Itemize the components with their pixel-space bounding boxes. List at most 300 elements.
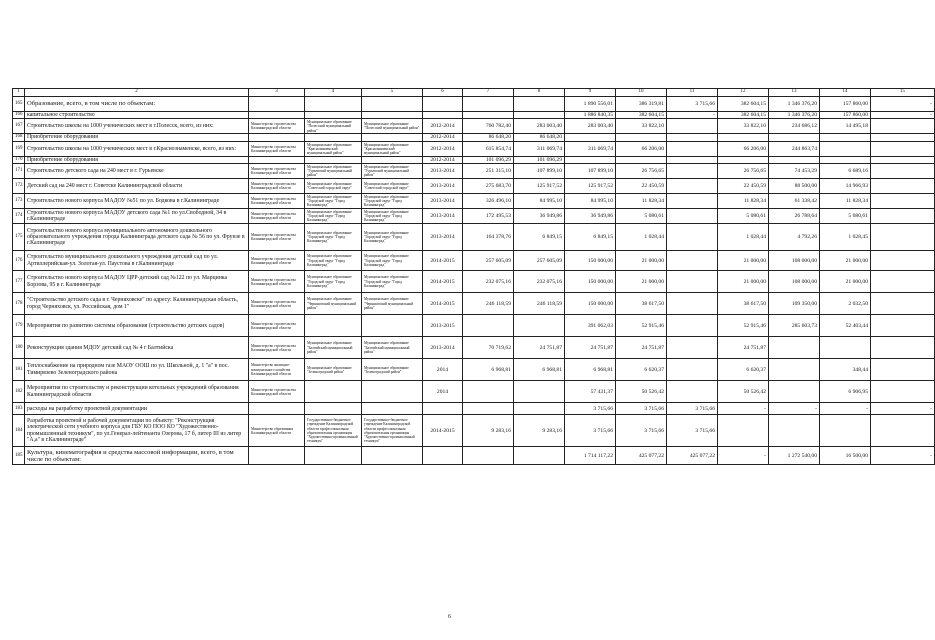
row-number-cell: 173 xyxy=(13,194,25,209)
federal-funds-cell: 1 346 376,20 xyxy=(769,97,820,112)
row-number-cell: 179 xyxy=(13,315,25,337)
customer-cell xyxy=(305,315,362,337)
table-row xyxy=(13,97,935,112)
regional-budget-cell: 3 715,66 xyxy=(616,415,667,447)
remaining-cost-cell xyxy=(514,403,565,415)
federal-funds-cell xyxy=(769,359,820,381)
total-financing-cell: 150 000,00 xyxy=(565,251,616,271)
executor-cell xyxy=(249,156,305,163)
executor-cell: Министерство строительства Калининградской области xyxy=(249,337,305,359)
remaining-cost-cell xyxy=(514,97,565,112)
regional-funds-cell: 22 450,59 xyxy=(718,179,769,194)
local-budget-cell: 157 860,00 xyxy=(820,97,871,112)
table-row xyxy=(13,179,935,194)
row-number-cell: 171 xyxy=(13,164,25,179)
other-sources-cell xyxy=(871,251,935,271)
executor-cell: Министерство строительства Калининградской области xyxy=(249,141,305,156)
column-number: 1 xyxy=(13,89,25,97)
column-number: 8 xyxy=(514,89,565,97)
customer-cell: Государственное бюджетное учреждение Калининградской области профессиональная образовательная организация "Художественно-промышленный техникум" xyxy=(305,415,362,447)
total-financing-cell: 84 995,10 xyxy=(565,194,616,209)
regional-funds-cell: - xyxy=(718,447,769,465)
recipient-cell xyxy=(362,97,423,112)
customer-cell: Муниципальное образование "Полесский муниципальный район" xyxy=(305,119,362,134)
other-sources-cell xyxy=(871,179,935,194)
customer-cell xyxy=(305,447,362,465)
remaining-cost-cell: 283 003,40 xyxy=(514,119,565,134)
row-name-cell: расходы на разработку проектной документации xyxy=(25,403,249,415)
regional-funds-cell: 66 206,00 xyxy=(718,141,769,156)
recipient-cell xyxy=(362,134,423,141)
remaining-cost-cell: 257 605,09 xyxy=(514,251,565,271)
column-number: 14 xyxy=(820,89,871,97)
row-name-cell: Культура, кинематография и средства массовой информации, всего, в том числе по объектам: xyxy=(25,447,249,465)
federal-funds-cell: 4 792,26 xyxy=(769,224,820,251)
federal-funds-cell: 1 272 540,00 xyxy=(769,447,820,465)
row-number-cell: 181 xyxy=(13,359,25,381)
federal-budget-cell xyxy=(667,164,718,179)
other-sources-cell: - xyxy=(871,112,935,119)
federal-funds-cell: 109 350,00 xyxy=(769,293,820,315)
recipient-cell: Муниципальное образование "Городской округ "Город Калининград" xyxy=(362,224,423,251)
row-number-cell: 170 xyxy=(13,156,25,163)
executor-cell: Министерство строительства Калининградской области xyxy=(249,224,305,251)
local-budget-cell xyxy=(820,337,871,359)
estimated-cost-cell: 70 719,62 xyxy=(463,337,514,359)
total-financing-cell: 107 899,10 xyxy=(565,164,616,179)
other-sources-cell xyxy=(871,315,935,337)
total-financing-cell: 1 886 840,35 xyxy=(565,112,616,119)
row-number-cell: 178 xyxy=(13,293,25,315)
regional-budget-cell: 425 077,22 xyxy=(616,447,667,465)
regional-budget-cell: 386 319,81 xyxy=(616,97,667,112)
total-financing-cell: 36 949,86 xyxy=(565,209,616,224)
table-row xyxy=(13,141,935,156)
federal-budget-cell xyxy=(667,141,718,156)
federal-funds-cell xyxy=(769,337,820,359)
federal-funds-cell xyxy=(769,156,820,163)
regional-funds-cell: 382 604,15 xyxy=(718,97,769,112)
row-name-cell: Теплоснабжение на природном газе МАОУ ООШ по ул. Школьной, д. 1 "а" в пос. Тимирязево Зеленоградского района xyxy=(25,359,249,381)
period-cell: 2012-2014 xyxy=(423,156,463,163)
regional-budget-cell xyxy=(616,134,667,141)
other-sources-cell xyxy=(871,359,935,381)
executor-cell xyxy=(249,447,305,465)
executor-cell: Министерство строительства Калининградской области xyxy=(249,119,305,134)
period-cell xyxy=(423,97,463,112)
row-name-cell: "Строительство детского сада в г. Черняховске" по адресу: Калининградская область, город Черняховск, ул. Российская, дом 1" xyxy=(25,293,249,315)
federal-budget-cell: - xyxy=(667,112,718,119)
federal-funds-cell: 108 000,00 xyxy=(769,271,820,293)
recipient-cell: Государственное бюджетное учреждение Калининградской области профессиональная образовательная организация "Художественно-промышленный техникум" xyxy=(362,415,423,447)
federal-budget-cell: 3 715,66 xyxy=(667,415,718,447)
column-number: 11 xyxy=(667,89,718,97)
row-name-cell: Мероприятия по строительству и реконструкции котельных учреждений образования Калининградской области xyxy=(25,381,249,403)
executor-cell xyxy=(249,403,305,415)
table-row xyxy=(13,337,935,359)
regional-funds-cell: 24 751,87 xyxy=(718,337,769,359)
estimated-cost-cell: 164 378,76 xyxy=(463,224,514,251)
local-budget-cell xyxy=(820,415,871,447)
period-cell: 2012-2014 xyxy=(423,134,463,141)
table-row xyxy=(13,359,935,381)
regional-budget-cell: 3 715,66 xyxy=(616,403,667,415)
table-row xyxy=(13,224,935,251)
remaining-cost-cell: 24 751,87 xyxy=(514,337,565,359)
local-budget-cell: 6 689,16 xyxy=(820,164,871,179)
table-row xyxy=(13,381,935,403)
remaining-cost-cell xyxy=(514,315,565,337)
row-name-cell: Строительство школы на 1000 ученических мест в г.Полесск, всего, из них: xyxy=(25,119,249,134)
period-cell: 2014 xyxy=(423,359,463,381)
regional-funds-cell: 52 915,46 xyxy=(718,315,769,337)
regional-budget-cell: 382 604,15 xyxy=(616,112,667,119)
estimated-cost-cell: 9 283,16 xyxy=(463,415,514,447)
regional-budget-cell: 50 526,42 xyxy=(616,381,667,403)
estimated-cost-cell: 232 075,16 xyxy=(463,271,514,293)
remaining-cost-cell: 101 096,29 xyxy=(514,156,565,163)
local-budget-cell: 14 495,18 xyxy=(820,119,871,134)
total-financing-cell: 24 751,87 xyxy=(565,337,616,359)
estimated-cost-cell: 251 315,10 xyxy=(463,164,514,179)
total-financing-cell: 150 000,00 xyxy=(565,293,616,315)
total-financing-cell: 6 849,15 xyxy=(565,224,616,251)
regional-budget-cell: 52 915,46 xyxy=(616,315,667,337)
federal-budget-cell xyxy=(667,271,718,293)
remaining-cost-cell: 246 118,59 xyxy=(514,293,565,315)
federal-funds-cell: - xyxy=(769,403,820,415)
recipient-cell: Муниципальное образование "Гурьевский муниципальный район" xyxy=(362,164,423,179)
row-name-cell: Детский сад на 240 мест г. Советске Калининградской области xyxy=(25,179,249,194)
remaining-cost-cell: 9 283,16 xyxy=(514,415,565,447)
recipient-cell xyxy=(362,447,423,465)
federal-budget-cell xyxy=(667,381,718,403)
executor-cell xyxy=(249,97,305,112)
row-name-cell: Мероприятия по развитию системы образования (строительство детских садов) xyxy=(25,315,249,337)
row-number-cell: 165 xyxy=(13,97,25,112)
row-name-cell: Приобретение оборудования xyxy=(25,134,249,141)
column-number: 10 xyxy=(616,89,667,97)
recipient-cell xyxy=(362,403,423,415)
other-sources-cell xyxy=(871,194,935,209)
regional-funds-cell xyxy=(718,134,769,141)
period-cell: 2013-2014 xyxy=(423,179,463,194)
regional-funds-cell: 50 526,42 xyxy=(718,381,769,403)
table-row xyxy=(13,112,935,119)
total-financing-cell xyxy=(565,156,616,163)
executor-cell: Министерство строительства Калининградской области xyxy=(249,164,305,179)
period-cell: 2013-2014 xyxy=(423,209,463,224)
customer-cell: Муниципальное образование "Советский городской округ" xyxy=(305,179,362,194)
total-financing-cell: 391 062,03 xyxy=(565,315,616,337)
table-body xyxy=(13,89,935,465)
customer-cell: Муниципальное образование "Городской округ "Город Калининград" xyxy=(305,224,362,251)
remaining-cost-cell xyxy=(514,112,565,119)
local-budget-cell xyxy=(820,141,871,156)
federal-funds-cell: 74 453,29 xyxy=(769,164,820,179)
column-number: 7 xyxy=(463,89,514,97)
remaining-cost-cell: 36 949,86 xyxy=(514,209,565,224)
recipient-cell: Муниципальное образование "Городской округ "Город Калининград" xyxy=(362,251,423,271)
column-number: 4 xyxy=(305,89,362,97)
row-number-cell: 168 xyxy=(13,134,25,141)
customer-cell: Муниципальное образование "Городской округ "Город Калининград" xyxy=(305,194,362,209)
budget-table xyxy=(12,88,935,465)
federal-funds-cell xyxy=(769,134,820,141)
local-budget-cell: 6 906,95 xyxy=(820,381,871,403)
local-budget-cell xyxy=(820,156,871,163)
customer-cell xyxy=(305,97,362,112)
period-cell xyxy=(423,112,463,119)
total-financing-cell: 3 715,66 xyxy=(565,403,616,415)
table-row xyxy=(13,315,935,337)
remaining-cost-cell xyxy=(514,447,565,465)
regional-funds-cell: 5 080,61 xyxy=(718,209,769,224)
table-row xyxy=(13,251,935,271)
customer-cell: Муниципальное образование "Гурьевский муниципальный район" xyxy=(305,164,362,179)
federal-funds-cell xyxy=(769,415,820,447)
executor-cell xyxy=(249,134,305,141)
estimated-cost-cell xyxy=(463,97,514,112)
federal-funds-cell: 234 686,12 xyxy=(769,119,820,134)
regional-budget-cell: 26 756,65 xyxy=(616,164,667,179)
table-row xyxy=(13,293,935,315)
row-number-cell: 174 xyxy=(13,209,25,224)
table-row xyxy=(13,415,935,447)
other-sources-cell: - xyxy=(871,403,935,415)
executor-cell: Министерство строительства Калининградской области xyxy=(249,293,305,315)
estimated-cost-cell xyxy=(463,315,514,337)
remaining-cost-cell: 107 899,10 xyxy=(514,164,565,179)
regional-funds-cell: 11 828,34 xyxy=(718,194,769,209)
regional-budget-cell: 24 751,87 xyxy=(616,337,667,359)
other-sources-cell xyxy=(871,415,935,447)
customer-cell xyxy=(305,156,362,163)
executor-cell: Министерство строительства Калининградской области xyxy=(249,381,305,403)
regional-budget-cell: 22 450,59 xyxy=(616,179,667,194)
period-cell: 2013-2014 xyxy=(423,194,463,209)
recipient-cell xyxy=(362,315,423,337)
row-name-cell: Приобретение оборудования xyxy=(25,156,249,163)
remaining-cost-cell: 84 995,10 xyxy=(514,194,565,209)
total-financing-cell xyxy=(565,134,616,141)
estimated-cost-cell xyxy=(463,381,514,403)
regional-budget-cell xyxy=(616,156,667,163)
row-number-cell: 184 xyxy=(13,415,25,447)
column-number: 6 xyxy=(423,89,463,97)
row-number-cell: 166 xyxy=(13,112,25,119)
row-name-cell: Строительство школы на 1000 ученических мест в г.Краснознаменске, всего, из них: xyxy=(25,141,249,156)
row-number-cell: 176 xyxy=(13,251,25,271)
estimated-cost-cell: 257 605,09 xyxy=(463,251,514,271)
other-sources-cell xyxy=(871,224,935,251)
regional-budget-cell: 5 080,61 xyxy=(616,209,667,224)
customer-cell: Муниципальное образование "Балтийский муниципальный район" xyxy=(305,337,362,359)
row-number-cell: 167 xyxy=(13,119,25,134)
recipient-cell: Муниципальное образование "Советский городской округ" xyxy=(362,179,423,194)
local-budget-cell: 157 860,00 xyxy=(820,112,871,119)
estimated-cost-cell: 172 495,53 xyxy=(463,209,514,224)
executor-cell: Министерство строительства Калининградской области xyxy=(249,179,305,194)
column-number: 13 xyxy=(769,89,820,97)
row-number-cell: 172 xyxy=(13,179,25,194)
remaining-cost-cell: 86 648,20 xyxy=(514,134,565,141)
estimated-cost-cell: 6 968,81 xyxy=(463,359,514,381)
row-name-cell: Строительство нового корпуса МАДОУ детского сада №1 по ул.Свободной, 34 в г.Калининграде xyxy=(25,209,249,224)
recipient-cell: Муниципальное образование "Балтийский муниципальный район" xyxy=(362,337,423,359)
column-number: 5 xyxy=(362,89,423,97)
customer-cell xyxy=(305,381,362,403)
customer-cell: Муниципальное образование "Зеленоградский район" xyxy=(305,359,362,381)
recipient-cell: Муниципальное образование "Черняховский муниципальный район" xyxy=(362,293,423,315)
federal-budget-cell xyxy=(667,224,718,251)
recipient-cell: Муниципальное образование "Городской округ "Город Калининград" xyxy=(362,209,423,224)
column-number: 2 xyxy=(25,89,249,97)
regional-funds-cell: 1 028,44 xyxy=(718,224,769,251)
remaining-cost-cell: 125 917,52 xyxy=(514,179,565,194)
total-financing-cell: 1 714 117,22 xyxy=(565,447,616,465)
federal-budget-cell: 3 715,66 xyxy=(667,97,718,112)
total-financing-cell: 57 431,37 xyxy=(565,381,616,403)
estimated-cost-cell: 246 118,59 xyxy=(463,293,514,315)
row-number-cell: 169 xyxy=(13,141,25,156)
recipient-cell: Муниципальное образование "Городской округ "Город Калининград" xyxy=(362,194,423,209)
estimated-cost-cell xyxy=(463,112,514,119)
period-cell: 2012-2014 xyxy=(423,119,463,134)
regional-funds-cell xyxy=(718,415,769,447)
row-name-cell: Образование, всего, в том числе по объектам: xyxy=(25,97,249,112)
recipient-cell: Муниципальное образование "Городской округ "Город Калининград" xyxy=(362,271,423,293)
table-row xyxy=(13,447,935,465)
executor-cell: Министерство строительства Калининградской области xyxy=(249,194,305,209)
row-name-cell: Строительство детского сада на 240 мест в г. Гурьевске xyxy=(25,164,249,179)
regional-budget-cell: 1 028,44 xyxy=(616,224,667,251)
regional-funds-cell: 382 604,15 xyxy=(718,112,769,119)
row-name-cell: Строительство нового корпуса муниципального автономного дошкольного образовательного учреждения города Калининграда детского сада № 56 по ул. Фрунзе в г.Калининграде xyxy=(25,224,249,251)
period-cell: 2012-2014 xyxy=(423,141,463,156)
total-financing-cell: 311 069,74 xyxy=(565,141,616,156)
local-budget-cell: 2 032,50 xyxy=(820,293,871,315)
executor-cell: Министерство образования Калининградской области xyxy=(249,415,305,447)
table-row xyxy=(13,119,935,134)
total-financing-cell: 150 000,00 xyxy=(565,271,616,293)
regional-funds-cell: 21 000,00 xyxy=(718,251,769,271)
federal-budget-cell xyxy=(667,209,718,224)
customer-cell: Муниципальное образование "Краснознаменский муниципальный район" xyxy=(305,141,362,156)
other-sources-cell xyxy=(871,141,935,156)
local-budget-cell: 348,44 xyxy=(820,359,871,381)
recipient-cell: Муниципальное образование "Зеленоградский район" xyxy=(362,359,423,381)
table-row xyxy=(13,403,935,415)
recipient-cell xyxy=(362,381,423,403)
regional-funds-cell: 33 822,10 xyxy=(718,119,769,134)
federal-funds-cell: 244 863,74 xyxy=(769,141,820,156)
federal-budget-cell xyxy=(667,315,718,337)
recipient-cell: Муниципальное образование "Полесский муниципальный район" xyxy=(362,119,423,134)
table-row xyxy=(13,194,935,209)
customer-cell: Муниципальное образование "Городской округ "Город Калининград" xyxy=(305,271,362,293)
column-number: 12 xyxy=(718,89,769,97)
column-number: 3 xyxy=(249,89,305,97)
period-cell: 2013-2014 xyxy=(423,224,463,251)
column-number: 15 xyxy=(871,89,935,97)
other-sources-cell xyxy=(871,381,935,403)
federal-funds-cell: 61 338,42 xyxy=(769,194,820,209)
period-cell: 2014-2015 xyxy=(423,251,463,271)
customer-cell: Муниципальное образование "Городской округ "Город Калининград" xyxy=(305,209,362,224)
federal-funds-cell: 26 788,64 xyxy=(769,209,820,224)
estimated-cost-cell: 615 854,74 xyxy=(463,141,514,156)
column-number: 9 xyxy=(565,89,616,97)
local-budget-cell: 21 000,00 xyxy=(820,251,871,271)
row-name-cell: Строительство нового корпуса МАДОУ №51 по ул. Бодкова в г.Калининграде xyxy=(25,194,249,209)
federal-funds-cell: 285 603,73 xyxy=(769,315,820,337)
total-financing-cell: 1 890 556,01 xyxy=(565,97,616,112)
other-sources-cell xyxy=(871,134,935,141)
customer-cell xyxy=(305,112,362,119)
local-budget-cell: 5 080,61 xyxy=(820,209,871,224)
row-number-cell: 183 xyxy=(13,403,25,415)
federal-budget-cell: 425 077,22 xyxy=(667,447,718,465)
federal-budget-cell xyxy=(667,156,718,163)
federal-budget-cell xyxy=(667,134,718,141)
remaining-cost-cell: 311 069,74 xyxy=(514,141,565,156)
recipient-cell: Муниципальное образование "Краснознаменский муниципальный район" xyxy=(362,141,423,156)
other-sources-cell xyxy=(871,119,935,134)
period-cell: 2014-2015 xyxy=(423,415,463,447)
period-cell: 2014-2015 xyxy=(423,293,463,315)
customer-cell: Муниципальное образование "Городской округ "Город Калининград" xyxy=(305,251,362,271)
period-cell: 2013-2014 xyxy=(423,164,463,179)
regional-budget-cell: 11 828,34 xyxy=(616,194,667,209)
customer-cell xyxy=(305,403,362,415)
table-row xyxy=(13,271,935,293)
federal-funds-cell xyxy=(769,381,820,403)
regional-budget-cell: 21 000,00 xyxy=(616,251,667,271)
estimated-cost-cell: 326 496,10 xyxy=(463,194,514,209)
remaining-cost-cell xyxy=(514,381,565,403)
total-financing-cell: 283 003,40 xyxy=(565,119,616,134)
regional-budget-cell: 21 000,00 xyxy=(616,271,667,293)
table-row xyxy=(13,156,935,163)
estimated-cost-cell: 275 683,70 xyxy=(463,179,514,194)
row-name-cell: Строительство нового корпуса МАДОУ ЦРР-детский сад №122 по ул. Марцинка Борзова, 95 в г. Калининграде xyxy=(25,271,249,293)
regional-budget-cell: 6 620,37 xyxy=(616,359,667,381)
local-budget-cell: 11 828,34 xyxy=(820,194,871,209)
regional-funds-cell: 6 620,37 xyxy=(718,359,769,381)
table-row xyxy=(13,209,935,224)
row-number-cell: 180 xyxy=(13,337,25,359)
total-financing-cell: 6 968,81 xyxy=(565,359,616,381)
period-cell xyxy=(423,447,463,465)
recipient-cell xyxy=(362,112,423,119)
federal-budget-cell: 3 715,66 xyxy=(667,403,718,415)
estimated-cost-cell: 86 648,20 xyxy=(463,134,514,141)
period-cell: 2013-2015 xyxy=(423,315,463,337)
executor-cell: Министерство строительства Калининградской области xyxy=(249,315,305,337)
estimated-cost-cell xyxy=(463,447,514,465)
total-financing-cell: 3 715,66 xyxy=(565,415,616,447)
executor-cell: Министерство жилищно-коммунального хозяйства Калининградской области xyxy=(249,359,305,381)
other-sources-cell: - xyxy=(871,447,935,465)
executor-cell: Министерство строительства Калининградской области xyxy=(249,271,305,293)
customer-cell xyxy=(305,134,362,141)
row-number-cell: 177 xyxy=(13,271,25,293)
federal-funds-cell: 88 500,00 xyxy=(769,179,820,194)
customer-cell: Муниципальное образование "Черняховский муниципальный район" xyxy=(305,293,362,315)
other-sources-cell xyxy=(871,271,935,293)
regional-funds-cell: 38 617,50 xyxy=(718,293,769,315)
